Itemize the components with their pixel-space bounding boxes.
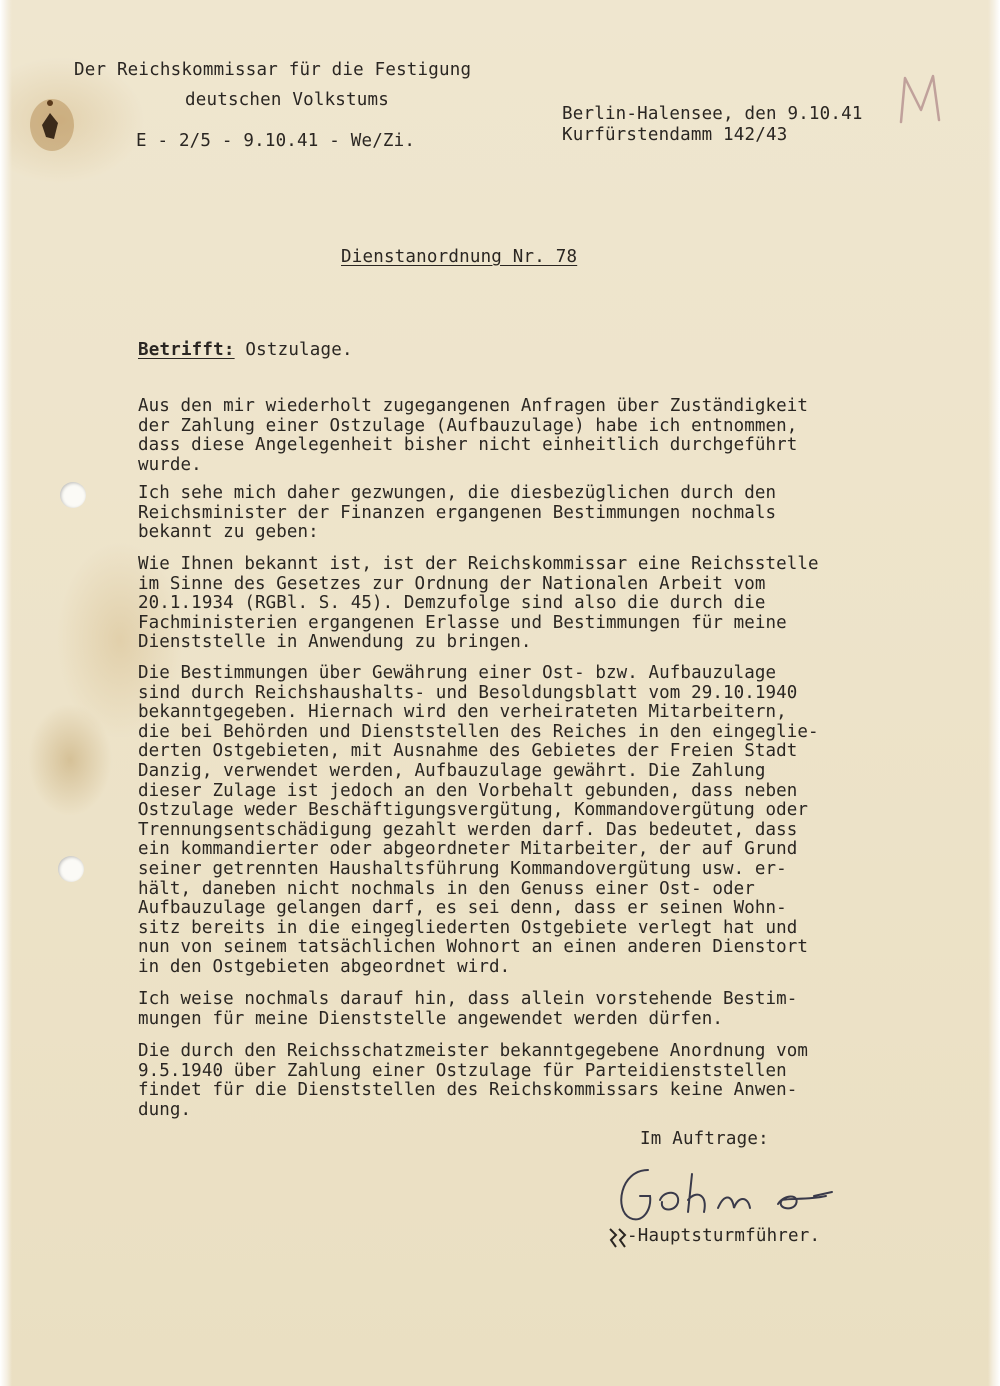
text-line: Aufbauzulage gelangen darf, es sei denn, dass er seinen Wohn-: [138, 898, 787, 919]
text-line: bekanntgegeben. Hiernach wird den verheirateten Mitarbeitern,: [138, 702, 787, 723]
burn-mark: [28, 95, 80, 153]
text-line: Danzig, verwendet werden, Aufbauzulage gewährt. Die Zahlung: [138, 760, 766, 781]
address: Kurfürstendamm 142/43: [562, 125, 788, 145]
signature-rank: -Hauptsturmführer.: [627, 1226, 821, 1246]
text-line: dung.: [138, 1099, 192, 1120]
text-line: Ich sehe mich daher gezwungen, die diesbezüglichen durch den: [138, 483, 777, 503]
punch-hole-upper: [60, 482, 86, 508]
paragraph-3: [138, 555, 918, 653]
text-line: dieser Zulage ist jedoch an den Vorbehalt gebunden, dass neben: [138, 780, 798, 801]
text-line: Aus den mir wiederholt zugegangenen Anfragen über Zuständigkeit: [138, 396, 809, 416]
right-paper-edge: [988, 0, 1000, 1386]
text-line: Ostzulage weder Beschäftigungsvergütung, Kommandovergütung oder: [138, 800, 809, 821]
text-line: mungen für meine Dienststelle angewendet werden dürfen.: [138, 1008, 723, 1029]
text-line: wurde.: [138, 454, 202, 475]
text-line: nun von seinem tatsächlichen Wohnort an einen anderen Dienstort: [138, 937, 809, 958]
text-line: Wie Ihnen bekannt ist, ist der Reichskommissar eine Reichsstelle: [138, 554, 819, 574]
paragraph-6: [138, 1042, 918, 1120]
ss-runes-icon: [607, 1227, 629, 1249]
text-line: die bei Behörden und Dienststellen des Reiches in den eingeglie-: [138, 721, 819, 742]
text-line: Die durch den Reichsschatzmeister bekanntgegebene Anordnung vom: [138, 1041, 809, 1061]
paragraph-4: [138, 664, 918, 978]
text-line: bekannt zu geben:: [138, 522, 319, 543]
text-line: 20.1.1934 (RGBl. S. 45). Demzufolge sind also die durch die: [138, 593, 766, 614]
text-line: im Sinne des Gesetzes zur Ordnung der Nationalen Arbeit vom: [138, 573, 766, 594]
paragraph-1: [138, 397, 918, 475]
punch-hole-lower: [58, 856, 84, 882]
text-line: Ich weise nochmals darauf hin, dass allein vorstehende Bestim-: [138, 989, 798, 1009]
text-line: in den Ostgebieten abgeordnet wird.: [138, 956, 511, 977]
text-line: dass diese Angelegenheit bisher nicht einheitlich durchgeführt: [138, 435, 798, 456]
place-date: Berlin-Halensee, den 9.10.41: [562, 104, 863, 124]
document-title: Dienstanordnung Nr. 78: [341, 247, 578, 267]
text-line: sitz bereits in die eingegliederten Ostgebiete verlegt hat und: [138, 917, 798, 938]
text-line: hält, daneben nicht nochmals in den Genuss einer Ost- oder: [138, 878, 755, 899]
text-line: seiner getrennten Haushaltsführung Kommandovergütung usw. er-: [138, 858, 787, 879]
text-line: Trennungsentschädigung gezahlt werden darf. Das bedeutet, dass: [138, 819, 798, 840]
text-line: derten Ostgebieten, mit Ausnahme des Gebietes der Freien Stadt: [138, 741, 798, 762]
subject-text: Ostzulage.: [245, 340, 353, 360]
left-paper-edge: [0, 0, 12, 1386]
text-line: findet für die Dienststellen des Reichskommissars keine Anwen-: [138, 1080, 798, 1101]
subject-line: [138, 340, 353, 360]
text-line: Fachministerien ergangenen Erlasse und Bestimmungen für meine: [138, 612, 787, 633]
reference-number: E - 2/5 - 9.10.41 - We/Zi.: [136, 131, 416, 151]
text-line: der Zahlung einer Ostzulage (Aufbauzulage) habe ich entnommen,: [138, 415, 798, 436]
text-line: Dienststelle in Anwendung zu bringen.: [138, 632, 532, 653]
text-line: Reichsminister der Finanzen ergangenen Bestimmungen nochmals: [138, 502, 777, 523]
handwritten-signature: [600, 1160, 860, 1230]
subject-label: Betrifft:: [138, 340, 235, 360]
text-line: 9.5.1940 über Zahlung einer Ostzulage für Parteidienststellen: [138, 1060, 787, 1081]
text-line: sind durch Reichshaushalts- und Besoldungsblatt vom 29.10.1940: [138, 682, 798, 703]
paragraph-5: [138, 990, 918, 1029]
paragraph-2: [138, 484, 918, 543]
text-line: Die Bestimmungen über Gewährung einer Ost- bzw. Aufbauzulage: [138, 663, 777, 683]
closing-line: Im Auftrage:: [640, 1129, 769, 1149]
authority-line-1: Der Reichskommissar für die Festigung: [74, 60, 472, 80]
margin-mark: [893, 70, 949, 130]
authority-line-2: deutschen Volkstums: [185, 90, 389, 110]
text-line: ein kommandierter oder abgeordneter Mitarbeiter, der auf Grund: [138, 839, 798, 860]
